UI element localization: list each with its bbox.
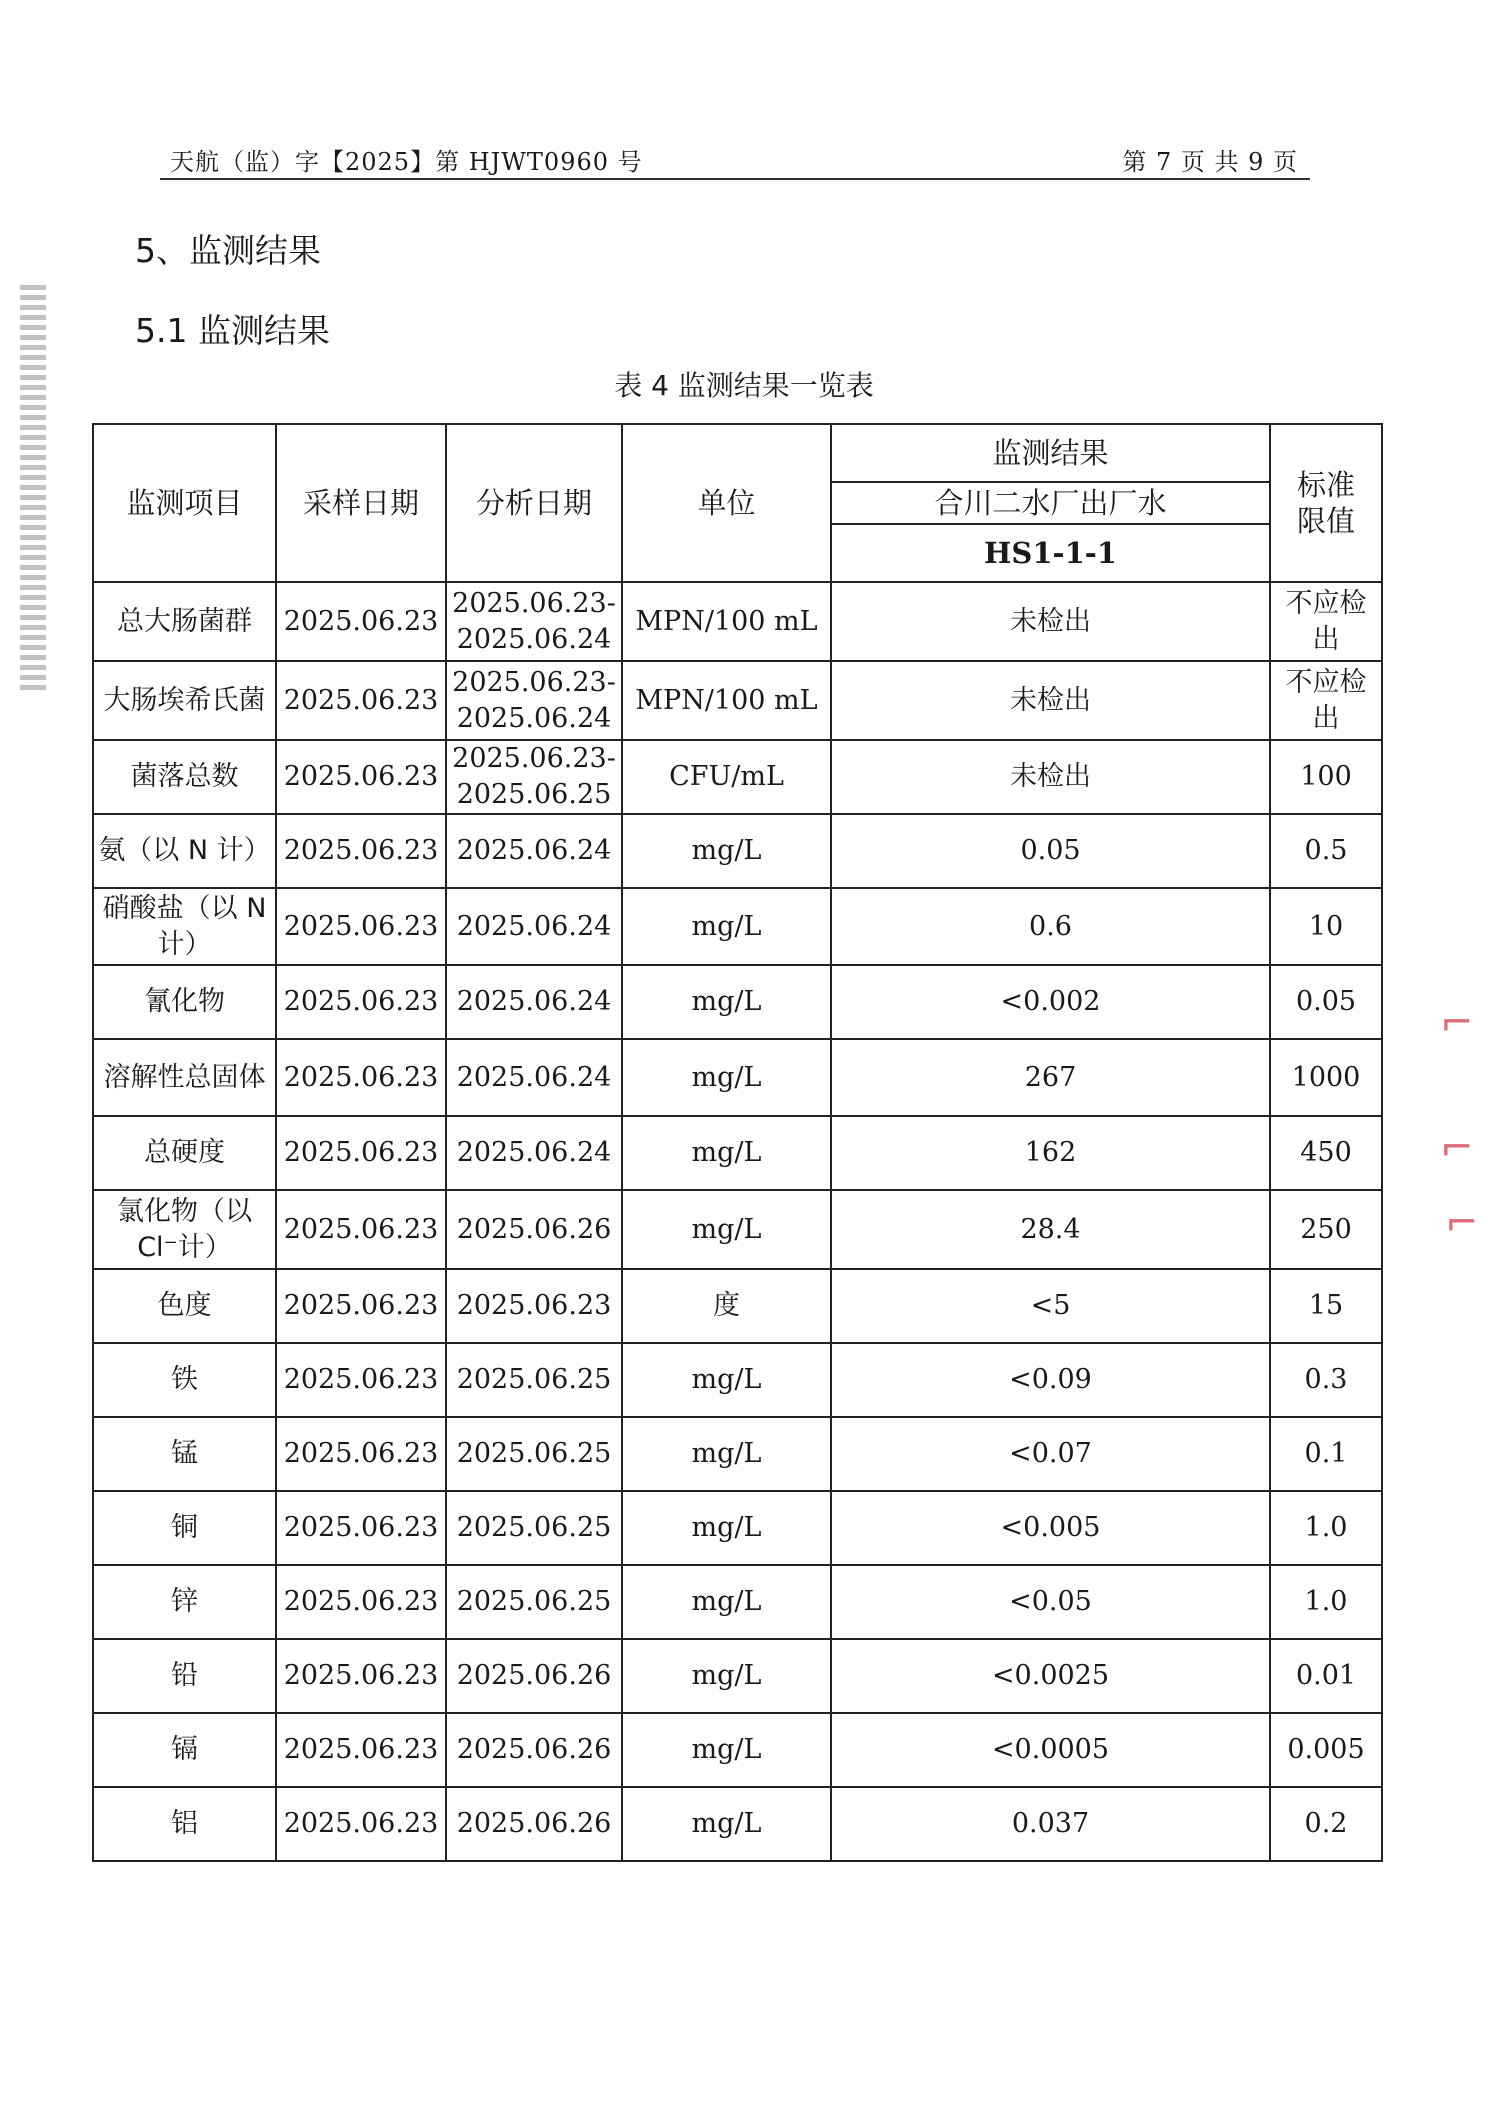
cell-sample-date: 2025.06.23 bbox=[276, 1787, 446, 1861]
cell-item: 氯化物（以 Cl⁻计） bbox=[93, 1190, 276, 1269]
cell-sample-date: 2025.06.23 bbox=[276, 1039, 446, 1116]
table-row bbox=[93, 888, 1382, 965]
table-row bbox=[93, 1190, 1382, 1269]
cell-unit: mg/L bbox=[622, 1417, 831, 1491]
cell-item: 氰化物 bbox=[93, 965, 276, 1039]
cell-limit: 15 bbox=[1270, 1269, 1382, 1343]
cell-result: <0.07 bbox=[831, 1417, 1270, 1491]
cell-result: 162 bbox=[831, 1116, 1270, 1190]
cell-result: <0.005 bbox=[831, 1491, 1270, 1565]
cell-sample-date: 2025.06.23 bbox=[276, 1269, 446, 1343]
cell-analysis-date: 2025.06.23- 2025.06.24 bbox=[446, 582, 622, 661]
header-result: 监测结果 bbox=[831, 424, 1270, 482]
cell-analysis-date: 2025.06.25 bbox=[446, 1343, 622, 1417]
header-analysis-date: 分析日期 bbox=[446, 424, 622, 582]
cell-limit: 0.005 bbox=[1270, 1713, 1382, 1787]
cell-analysis-date: 2025.06.26 bbox=[446, 1713, 622, 1787]
cell-limit: 0.1 bbox=[1270, 1417, 1382, 1491]
cell-analysis-date: 2025.06.24 bbox=[446, 888, 622, 965]
table-row bbox=[93, 1639, 1382, 1713]
header-limit bbox=[1270, 424, 1382, 582]
cell-analysis-date: 2025.06.24 bbox=[446, 1116, 622, 1190]
document-id: 天航（监）字【2025】第 HJWT0960 号 bbox=[170, 148, 643, 176]
cell-unit: mg/L bbox=[622, 1491, 831, 1565]
cell-sample-date: 2025.06.23 bbox=[276, 1491, 446, 1565]
table-row bbox=[93, 1039, 1382, 1116]
cell-item: 色度 bbox=[93, 1269, 276, 1343]
cell-result: 未检出 bbox=[831, 740, 1270, 814]
cell-limit: 0.5 bbox=[1270, 814, 1382, 888]
section-heading: 5、监测结果 bbox=[135, 231, 321, 270]
header-item: 监测项目 bbox=[93, 424, 276, 582]
cell-limit: 0.01 bbox=[1270, 1639, 1382, 1713]
cell-analysis-date: 2025.06.24 bbox=[446, 1039, 622, 1116]
cell-limit: 0.2 bbox=[1270, 1787, 1382, 1861]
cell-sample-date: 2025.06.23 bbox=[276, 1116, 446, 1190]
cell-analysis-date: 2025.06.23- 2025.06.24 bbox=[446, 661, 622, 740]
cell-limit: 0.3 bbox=[1270, 1343, 1382, 1417]
cell-item: 总硬度 bbox=[93, 1116, 276, 1190]
cell-limit: 1.0 bbox=[1270, 1565, 1382, 1639]
cell-sample-date: 2025.06.23 bbox=[276, 740, 446, 814]
cell-analysis-date: 2025.06.26 bbox=[446, 1787, 622, 1861]
cell-item: 锌 bbox=[93, 1565, 276, 1639]
cell-analysis-date: 2025.06.26 bbox=[446, 1190, 622, 1269]
cell-unit: MPN/100 mL bbox=[622, 661, 831, 740]
table-row bbox=[93, 1491, 1382, 1565]
table-row bbox=[93, 814, 1382, 888]
cell-item: 硝酸盐（以 N 计） bbox=[93, 888, 276, 965]
header-unit: 单位 bbox=[622, 424, 831, 582]
table-row bbox=[93, 1343, 1382, 1417]
cell-unit: mg/L bbox=[622, 1343, 831, 1417]
cell-limit: 1000 bbox=[1270, 1039, 1382, 1116]
margin-red-mark: ⌐ bbox=[1440, 1000, 1474, 1046]
header-site: 合川二水厂出厂水 bbox=[831, 482, 1270, 524]
cell-result: <0.09 bbox=[831, 1343, 1270, 1417]
cell-result: 0.6 bbox=[831, 888, 1270, 965]
cell-analysis-date: 2025.06.25 bbox=[446, 1565, 622, 1639]
cell-analysis-date: 2025.06.23 bbox=[446, 1269, 622, 1343]
cell-item: 铜 bbox=[93, 1491, 276, 1565]
cell-result: <0.05 bbox=[831, 1565, 1270, 1639]
cell-analysis-date: 2025.06.23- 2025.06.25 bbox=[446, 740, 622, 814]
table-row bbox=[93, 1116, 1382, 1190]
table-row bbox=[93, 661, 1382, 740]
cell-unit: mg/L bbox=[622, 965, 831, 1039]
cell-unit: mg/L bbox=[622, 814, 831, 888]
cell-result: 未检出 bbox=[831, 582, 1270, 661]
cell-sample-date: 2025.06.23 bbox=[276, 1713, 446, 1787]
cell-item: 锰 bbox=[93, 1417, 276, 1491]
subsection-heading: 5.1 监测结果 bbox=[135, 311, 330, 350]
cell-analysis-date: 2025.06.24 bbox=[446, 965, 622, 1039]
cell-result: <0.002 bbox=[831, 965, 1270, 1039]
cell-sample-date: 2025.06.23 bbox=[276, 888, 446, 965]
cell-result: 0.037 bbox=[831, 1787, 1270, 1861]
page-number: 第 7 页 共 9 页 bbox=[1122, 148, 1298, 176]
cell-item: 铁 bbox=[93, 1343, 276, 1417]
table-row bbox=[93, 740, 1382, 814]
cell-limit: 250 bbox=[1270, 1190, 1382, 1269]
perforation-marks bbox=[20, 285, 46, 695]
cell-unit: 度 bbox=[622, 1269, 831, 1343]
cell-sample-date: 2025.06.23 bbox=[276, 661, 446, 740]
cell-sample-date: 2025.06.23 bbox=[276, 1639, 446, 1713]
cell-unit: mg/L bbox=[622, 1039, 831, 1116]
cell-result: 未检出 bbox=[831, 661, 1270, 740]
cell-result: 267 bbox=[831, 1039, 1270, 1116]
cell-unit: CFU/mL bbox=[622, 740, 831, 814]
cell-limit: 450 bbox=[1270, 1116, 1382, 1190]
cell-result: <0.0025 bbox=[831, 1639, 1270, 1713]
table-caption: 表 4 监测结果一览表 bbox=[614, 369, 874, 402]
cell-unit: mg/L bbox=[622, 1116, 831, 1190]
table-row bbox=[93, 1787, 1382, 1861]
table-row bbox=[93, 1713, 1382, 1787]
cell-item: 总大肠菌群 bbox=[93, 582, 276, 661]
cell-sample-date: 2025.06.23 bbox=[276, 1417, 446, 1491]
cell-item: 溶解性总固体 bbox=[93, 1039, 276, 1116]
table-row bbox=[93, 965, 1382, 1039]
cell-sample-date: 2025.06.23 bbox=[276, 814, 446, 888]
cell-sample-date: 2025.06.23 bbox=[276, 965, 446, 1039]
cell-result: <5 bbox=[831, 1269, 1270, 1343]
cell-analysis-date: 2025.06.25 bbox=[446, 1417, 622, 1491]
cell-analysis-date: 2025.06.24 bbox=[446, 814, 622, 888]
cell-analysis-date: 2025.06.26 bbox=[446, 1639, 622, 1713]
cell-item: 氨（以 N 计） bbox=[93, 814, 276, 888]
cell-limit: 100 bbox=[1270, 740, 1382, 814]
cell-unit: mg/L bbox=[622, 1565, 831, 1639]
table-row bbox=[93, 1269, 1382, 1343]
cell-item: 镉 bbox=[93, 1713, 276, 1787]
table-row bbox=[93, 1565, 1382, 1639]
cell-result: 28.4 bbox=[831, 1190, 1270, 1269]
page-header bbox=[160, 138, 1310, 180]
cell-analysis-date: 2025.06.25 bbox=[446, 1491, 622, 1565]
table-row bbox=[93, 582, 1382, 661]
cell-item: 菌落总数 bbox=[93, 740, 276, 814]
table-row bbox=[93, 1417, 1382, 1491]
cell-item: 铝 bbox=[93, 1787, 276, 1861]
cell-sample-date: 2025.06.23 bbox=[276, 1343, 446, 1417]
cell-unit: mg/L bbox=[622, 1190, 831, 1269]
margin-red-mark: ⌐ bbox=[1440, 1125, 1474, 1171]
cell-sample-date: 2025.06.23 bbox=[276, 1565, 446, 1639]
results-table bbox=[92, 423, 1383, 1862]
cell-result: 0.05 bbox=[831, 814, 1270, 888]
cell-limit: 0.05 bbox=[1270, 965, 1382, 1039]
header-limit-text: 标准限值 bbox=[1296, 468, 1355, 538]
cell-item: 铅 bbox=[93, 1639, 276, 1713]
cell-unit: mg/L bbox=[622, 1639, 831, 1713]
cell-result: <0.0005 bbox=[831, 1713, 1270, 1787]
cell-unit: MPN/100 mL bbox=[622, 582, 831, 661]
cell-limit: 不应检出 bbox=[1270, 582, 1382, 661]
cell-unit: mg/L bbox=[622, 888, 831, 965]
cell-sample-date: 2025.06.23 bbox=[276, 1190, 446, 1269]
cell-item: 大肠埃希氏菌 bbox=[93, 661, 276, 740]
cell-limit: 不应检出 bbox=[1270, 661, 1382, 740]
cell-unit: mg/L bbox=[622, 1787, 831, 1861]
cell-unit: mg/L bbox=[622, 1713, 831, 1787]
cell-limit: 1.0 bbox=[1270, 1491, 1382, 1565]
cell-limit: 10 bbox=[1270, 888, 1382, 965]
cell-sample-date: 2025.06.23 bbox=[276, 582, 446, 661]
margin-red-mark: ⌐ bbox=[1445, 1200, 1479, 1246]
header-sample-date: 采样日期 bbox=[276, 424, 446, 582]
header-sample-id: HS1-1-1 bbox=[831, 524, 1270, 582]
